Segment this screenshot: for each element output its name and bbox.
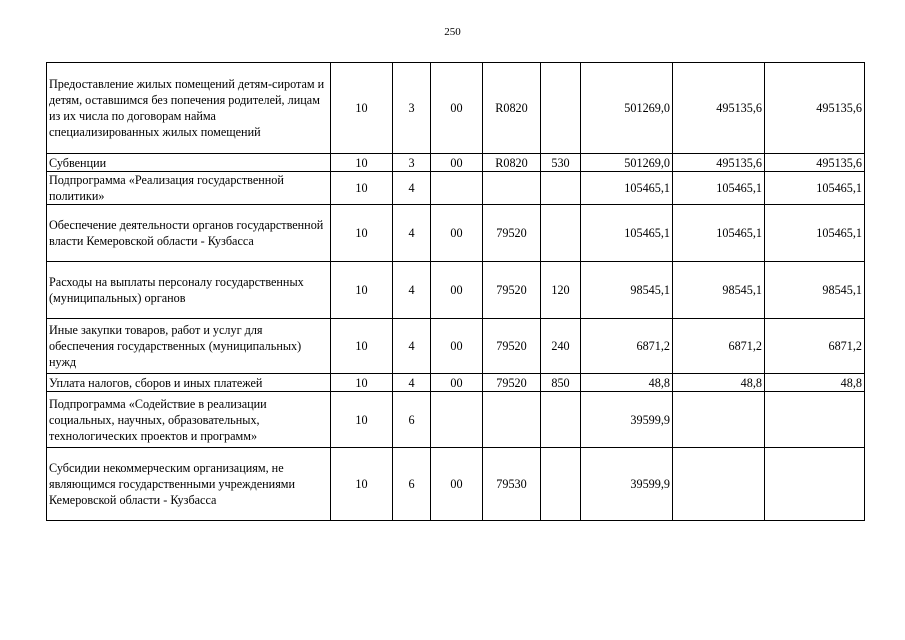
row-article: 79530 [483,448,541,521]
row-section: 10 [331,262,393,319]
table-row [47,172,865,205]
row-sum-3: 495135,6 [765,154,865,172]
budget-table [46,62,865,521]
row-section: 10 [331,172,393,205]
row-subsection: 4 [393,319,431,374]
row-type [541,63,581,154]
table-row [47,63,865,154]
table-row [47,262,865,319]
row-sum-3 [765,392,865,448]
row-subsection: 4 [393,205,431,262]
row-sum-1: 105465,1 [581,205,673,262]
row-type [541,205,581,262]
row-sum-1: 98545,1 [581,262,673,319]
row-name: Подпрограмма «Реализация государственной политики» [47,172,331,205]
row-subsection: 4 [393,262,431,319]
row-program: 00 [431,262,483,319]
row-sum-1: 48,8 [581,374,673,392]
row-subsection: 3 [393,154,431,172]
row-subsection: 6 [393,448,431,521]
row-section: 10 [331,374,393,392]
row-sum-3: 105465,1 [765,205,865,262]
row-program [431,392,483,448]
row-article: R0820 [483,154,541,172]
row-type: 120 [541,262,581,319]
row-sum-1: 501269,0 [581,154,673,172]
row-sum-2: 495135,6 [673,63,765,154]
table-row [47,205,865,262]
row-type [541,448,581,521]
row-type: 530 [541,154,581,172]
row-program: 00 [431,319,483,374]
row-sum-3: 6871,2 [765,319,865,374]
row-subsection: 6 [393,392,431,448]
row-sum-3: 495135,6 [765,63,865,154]
row-program: 00 [431,205,483,262]
row-program: 00 [431,154,483,172]
row-sum-1: 6871,2 [581,319,673,374]
row-sum-2: 6871,2 [673,319,765,374]
row-sum-2: 105465,1 [673,205,765,262]
row-article: 79520 [483,319,541,374]
table-body [47,63,865,521]
row-sum-1: 39599,9 [581,392,673,448]
row-section: 10 [331,205,393,262]
row-article: 79520 [483,374,541,392]
row-type: 240 [541,319,581,374]
row-sum-2: 495135,6 [673,154,765,172]
row-sum-2 [673,448,765,521]
row-name: Обеспечение деятельности органов государственной власти Кемеровской области - Кузбасса [47,205,331,262]
row-sum-2: 98545,1 [673,262,765,319]
row-section: 10 [331,63,393,154]
row-name: Подпрограмма «Содействие в реализации социальных, научных, образовательных, технологических проектов и программ» [47,392,331,448]
row-article [483,392,541,448]
row-sum-3: 105465,1 [765,172,865,205]
row-name: Уплата налогов, сборов и иных платежей [47,374,331,392]
row-article: 79520 [483,205,541,262]
row-sum-2 [673,392,765,448]
row-article: 79520 [483,262,541,319]
page-number: 250 [444,26,461,38]
row-article [483,172,541,205]
row-sum-1: 39599,9 [581,448,673,521]
row-program: 00 [431,448,483,521]
row-subsection: 4 [393,374,431,392]
row-sum-2: 105465,1 [673,172,765,205]
table-row [47,392,865,448]
row-name: Расходы на выплаты персоналу государственных (муниципальных) органов [47,262,331,319]
row-section: 10 [331,448,393,521]
row-sum-1: 501269,0 [581,63,673,154]
row-program: 00 [431,374,483,392]
table-row [47,154,865,172]
row-name: Предоставление жилых помещений детям-сиротам и детям, оставшимся без попечения родителей, лицам из их числа по договорам найма специализированных жилых помещений [47,63,331,154]
row-name: Иные закупки товаров, работ и услуг для обеспечения государственных (муниципальных) нужд [47,319,331,374]
row-sum-3: 98545,1 [765,262,865,319]
row-type: 850 [541,374,581,392]
row-sum-3: 48,8 [765,374,865,392]
row-name: Субсидии некоммерческим организациям, не являющимся государственными учреждениями Кемеровской области - Кузбасса [47,448,331,521]
row-subsection: 4 [393,172,431,205]
row-type [541,392,581,448]
row-article: R0820 [483,63,541,154]
table-row [47,374,865,392]
row-program: 00 [431,63,483,154]
table-row [47,319,865,374]
row-section: 10 [331,392,393,448]
row-sum-3 [765,448,865,521]
row-name: Субвенции [47,154,331,172]
row-sum-1: 105465,1 [581,172,673,205]
row-sum-2: 48,8 [673,374,765,392]
row-type [541,172,581,205]
row-program [431,172,483,205]
row-section: 10 [331,154,393,172]
table-row [47,448,865,521]
row-subsection: 3 [393,63,431,154]
row-section: 10 [331,319,393,374]
